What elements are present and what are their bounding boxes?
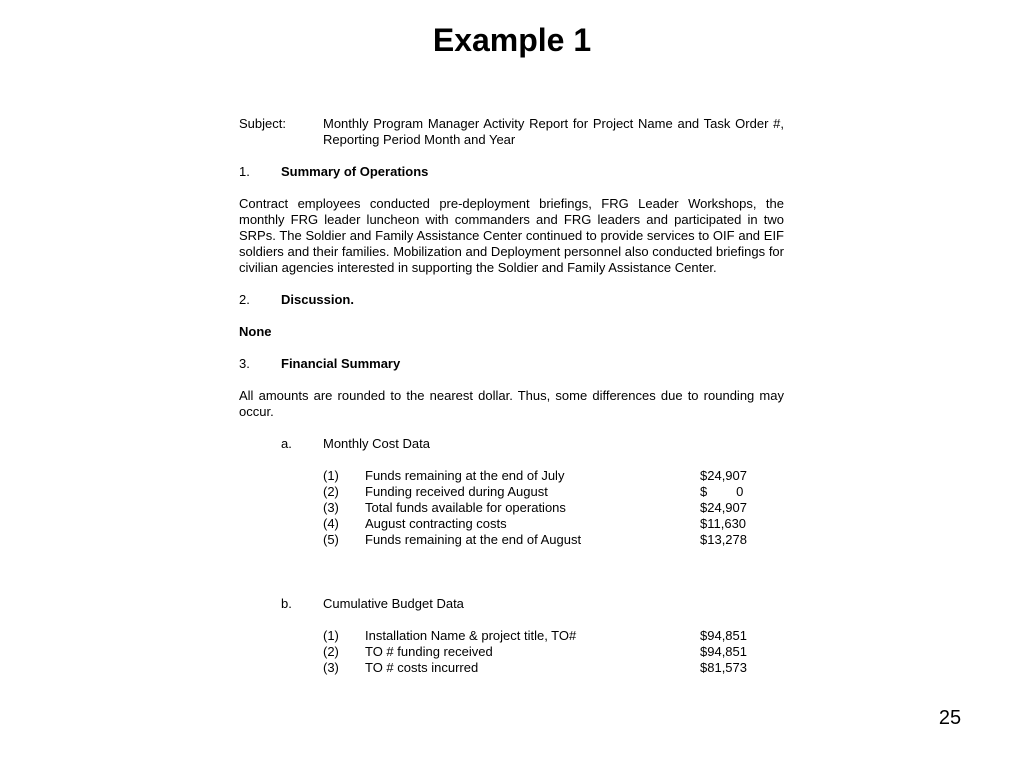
cost-line-item <box>239 468 784 484</box>
budget-line-item <box>239 628 784 644</box>
item-amount: $24,907 <box>700 500 747 515</box>
subsection-letter: a. <box>281 436 292 451</box>
memo-document <box>239 116 784 676</box>
section-title: Discussion. <box>281 292 354 307</box>
item-description: Installation Name & project title, TO# <box>365 628 577 643</box>
item-description: Total funds available for operations <box>365 500 566 515</box>
cost-line-item <box>239 516 784 532</box>
section-heading-summary <box>239 164 784 180</box>
section-number: 1. <box>239 164 250 179</box>
item-description: Funds remaining at the end of August <box>365 532 582 547</box>
section-title: Summary of Operations <box>281 164 429 179</box>
cost-line-item <box>239 500 784 516</box>
cost-line-item <box>239 532 784 548</box>
cost-line-item <box>239 484 784 500</box>
subsection-title: Monthly Cost Data <box>323 436 430 451</box>
item-number: (1) <box>323 468 339 483</box>
item-description: Funding received during August <box>365 484 548 499</box>
item-amount: $13,278 <box>700 532 747 547</box>
item-number: (2) <box>323 484 339 499</box>
item-amount: $81,573 <box>700 660 747 675</box>
item-number: (4) <box>323 516 339 531</box>
section-heading-financial <box>239 356 784 372</box>
item-amount: $11,630 <box>700 516 747 531</box>
item-number: (3) <box>323 500 339 515</box>
financial-paragraph: All amounts are rounded to the nearest dollar. Thus, some differences due to rounding may occur. <box>239 388 784 419</box>
item-number: (5) <box>323 532 339 547</box>
item-amount: $24,907 <box>700 468 747 483</box>
item-description: TO # funding received <box>365 644 493 659</box>
summary-paragraph: Contract employees conducted pre-deployment briefings, FRG Leader Workshops, the monthly FRG leader luncheon with commanders and FRG leaders and participated in two SRPs. The Soldier and Family Assistance Center continued to provide services to OIF and EIF soldiers and their families. Mobilization and Deployment personnel also conducted briefings for civilian agencies interested in supporting the Soldier and Family Assistance Center. <box>239 196 784 275</box>
item-description: Funds remaining at the end of July <box>365 468 565 483</box>
item-number: (2) <box>323 644 339 659</box>
discussion-text: None <box>239 324 272 339</box>
monthly-cost-heading <box>239 436 784 452</box>
budget-line-item <box>239 644 784 660</box>
cumulative-budget-list <box>239 628 784 676</box>
section-title: Financial Summary <box>281 356 401 371</box>
budget-line-item <box>239 660 784 676</box>
item-amount: $94,851 <box>700 628 747 643</box>
subsection-letter: b. <box>281 596 292 611</box>
section-heading-discussion <box>239 292 784 308</box>
item-description: August contracting costs <box>365 516 507 531</box>
subsection-title: Cumulative Budget Data <box>323 596 464 611</box>
subject-label: Subject: <box>239 116 286 131</box>
subject-row <box>239 116 784 148</box>
page-number: 25 <box>938 707 962 729</box>
section-number: 3. <box>239 356 250 371</box>
item-number: (3) <box>323 660 339 675</box>
monthly-cost-list <box>239 468 784 548</box>
cumulative-budget-heading <box>239 596 784 612</box>
item-amount: $ 0 <box>700 484 744 499</box>
item-amount: $94,851 <box>700 644 747 659</box>
section-number: 2. <box>239 292 250 307</box>
item-number: (1) <box>323 628 339 643</box>
item-description: TO # costs incurred <box>365 660 479 675</box>
subject-text: Monthly Program Manager Activity Report for Project Name and Task Order #, Reporting Period Month and Year <box>323 116 784 147</box>
slide-title: Example 1 <box>432 22 592 58</box>
